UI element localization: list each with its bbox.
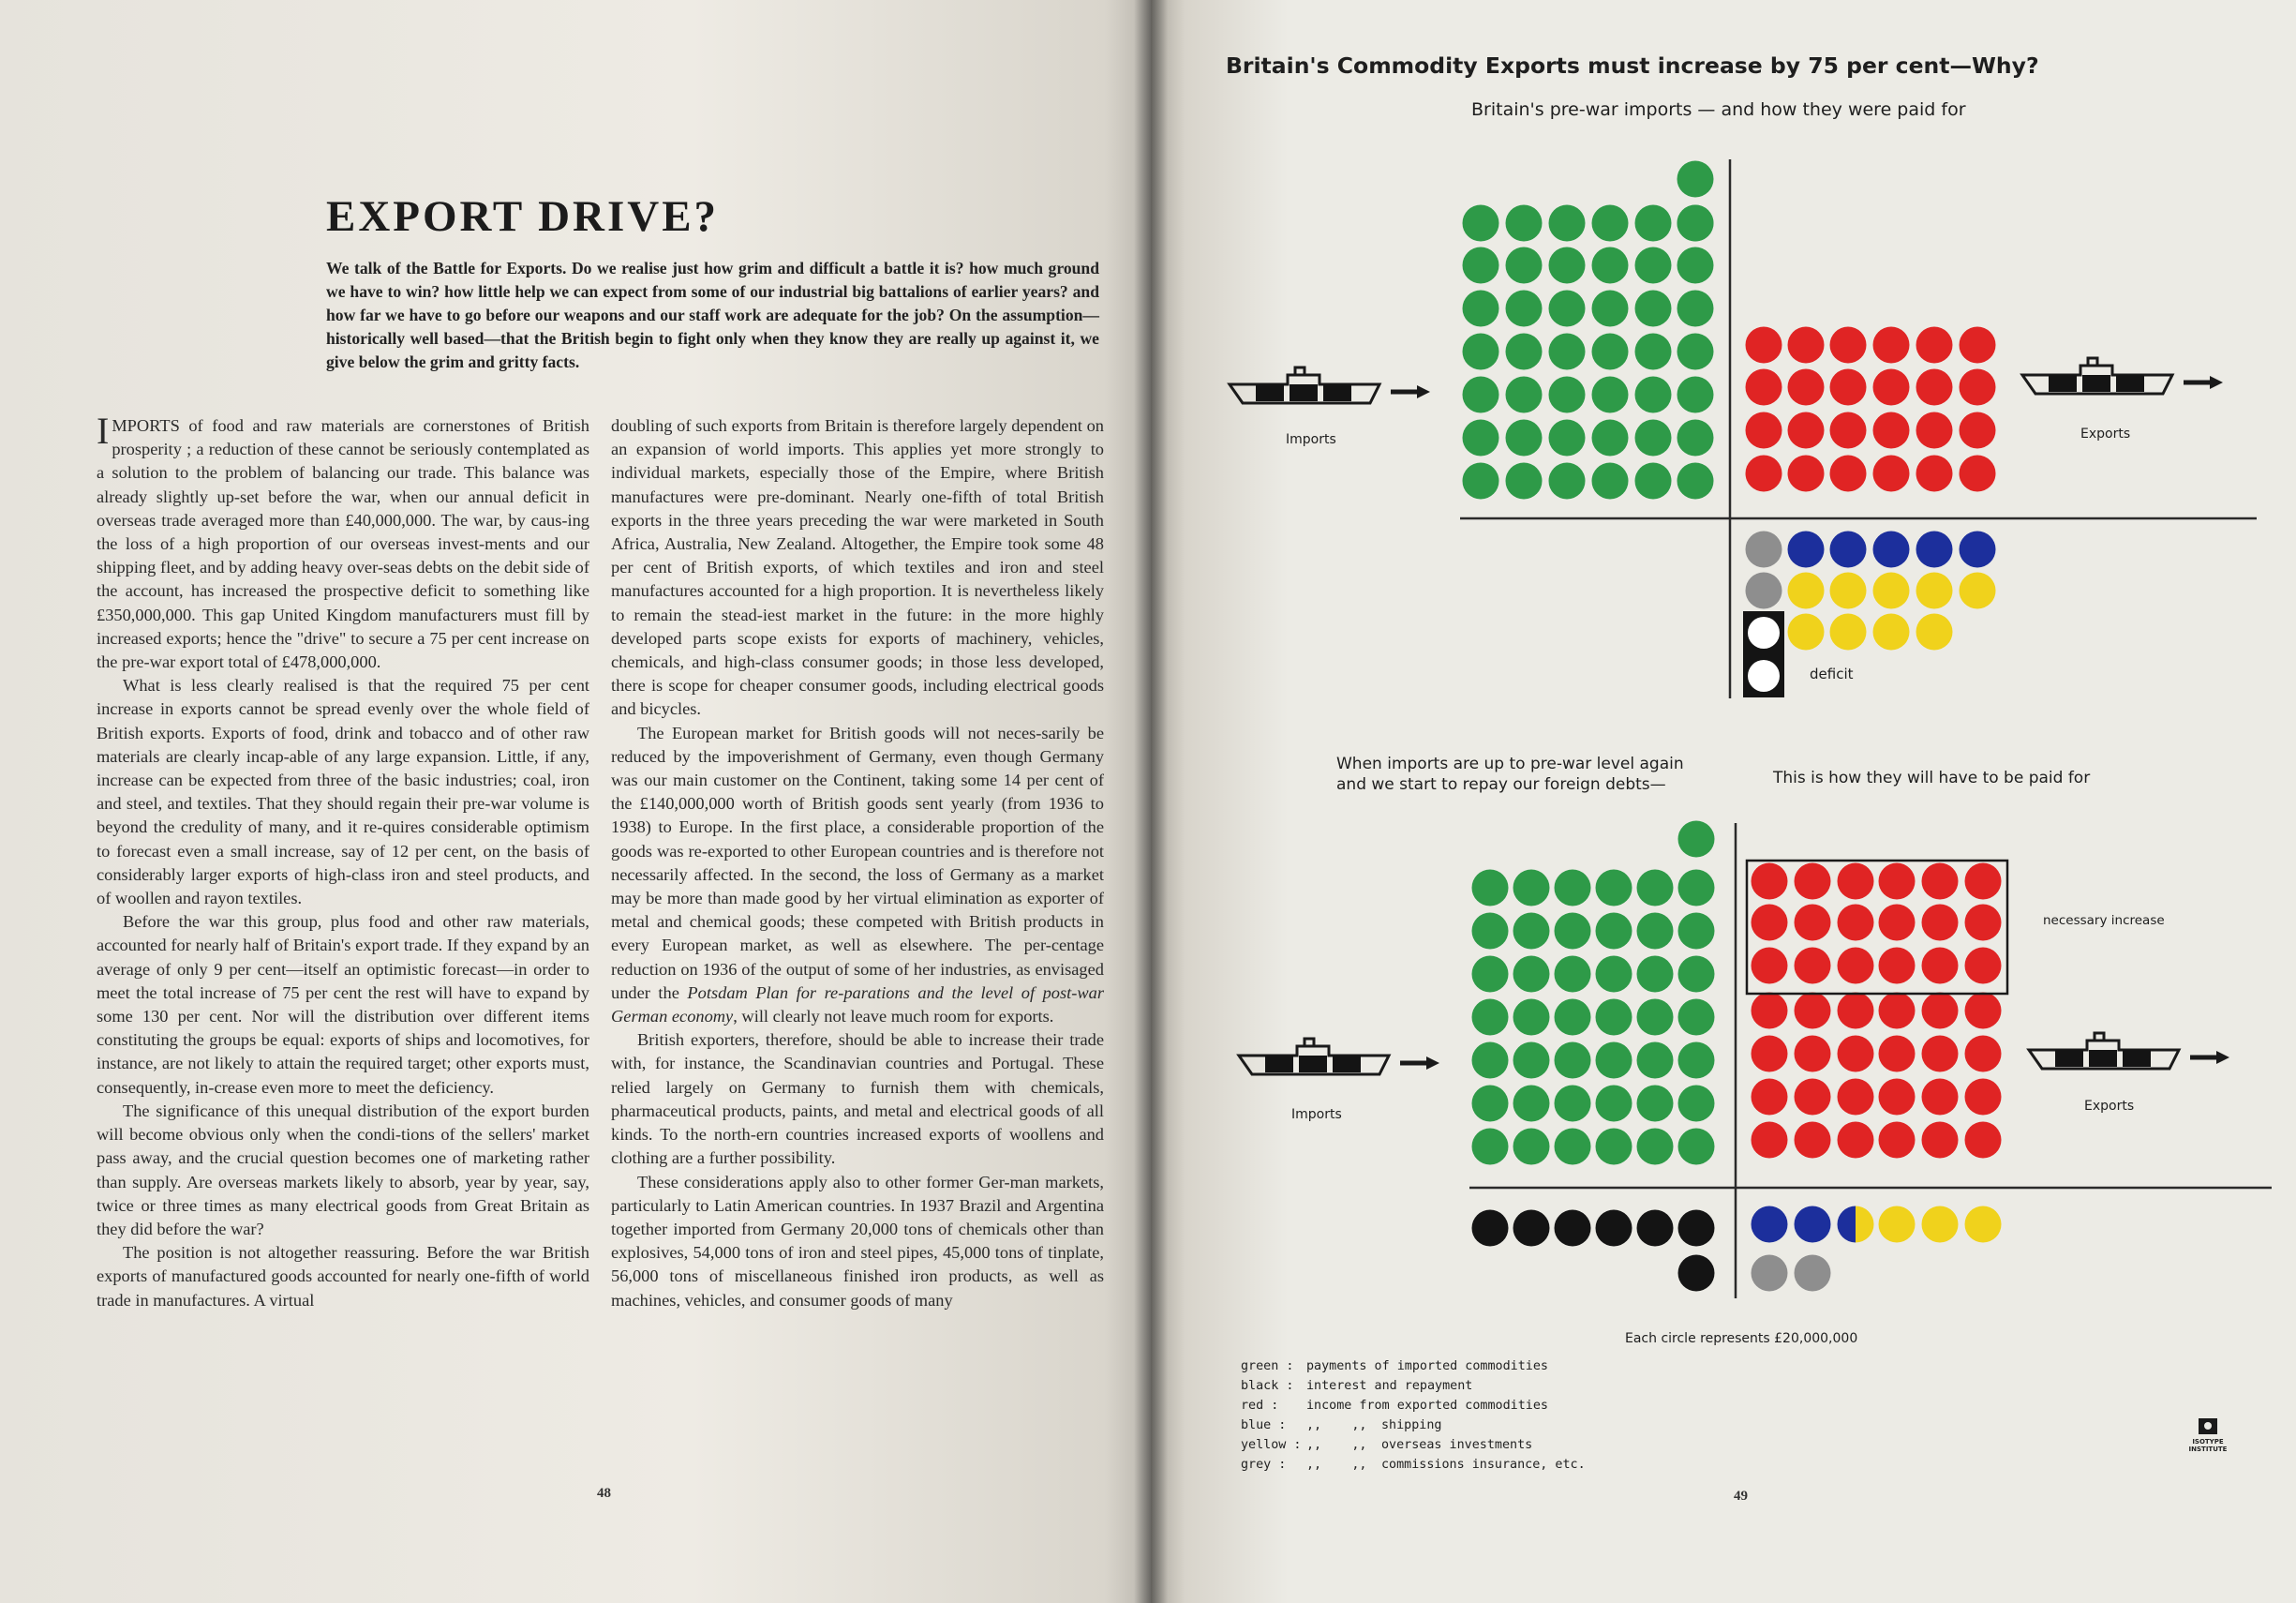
import-circle — [1592, 291, 1629, 327]
page-number: 49 — [1734, 1489, 1748, 1504]
paragraph: The European market for British goods will not neces-sarily be reduced by the impoverishment of Germany, even though Germany was our main customer on the Continent, taking some 14 per cent of the £140,000,000 worth of British goods sent yearly (from 1936 to 1938) to Europe. In the first place, a considerable proportion of the goods was re-exported to other European countries and is therefore not necessarily affected. In the second, the loss of Germany as a market may be more than made good by her virtual elimination as exporter of metal and chemical goods; these competed with British products in every European market, as well as elsewhere. The per-centage reduction on 1936 of the output of some of her industries, as envisaged under the Potsdam Plan for re-parations and the level of post-war German economy, will clearly not leave much room for exports. — [611, 723, 1104, 1026]
isotype-logo — [2182, 1416, 2234, 1453]
import-circle — [1472, 1042, 1509, 1079]
import-circle — [1472, 999, 1509, 1036]
book-gutter — [1134, 0, 1168, 1603]
import-circle — [1463, 377, 1499, 413]
export-circle — [1838, 993, 1874, 1029]
import-circle — [1472, 870, 1509, 906]
export-circle — [1746, 456, 1782, 492]
import-circle — [1463, 334, 1499, 370]
import-circle — [1635, 247, 1672, 284]
necessary-increase-label: necessary increase — [2043, 913, 2165, 928]
export-circle — [1916, 412, 1953, 449]
export-circle — [1788, 369, 1825, 406]
panel-1-exports-label: Exports — [2080, 427, 2131, 442]
debt-circle — [1555, 1210, 1591, 1247]
export-circle — [1752, 993, 1788, 1029]
import-circle — [1506, 334, 1543, 370]
import-circle — [1549, 247, 1586, 284]
legend — [1241, 1356, 1586, 1475]
export-circle — [1788, 456, 1825, 492]
export-circle — [1965, 1122, 2002, 1159]
legend-text: income from exported commodities — [1306, 1399, 1548, 1413]
debt-circle — [1513, 1210, 1550, 1247]
import-circle — [1637, 870, 1674, 906]
right-page — [1151, 0, 2296, 1603]
deficit-circle — [1748, 617, 1780, 649]
export-circle — [1830, 327, 1867, 364]
panel-2-exports-label: Exports — [2084, 1099, 2135, 1114]
export-circle — [1960, 369, 1996, 406]
page-number: 48 — [597, 1486, 611, 1501]
import-circle — [1506, 247, 1543, 284]
paragraph: Before the war this group, plus food and other raw materials, accounted for nearly half of Britain's export trade. If they expand by an average of only 9 per cent—itself an optimistic forecast—in order to meet the total increase of 75 per cent the rest will have to expand by some 130 per cent. Nor will the distribution over different items constituting the groups be equal: exports of ships and locomotives, for instance, are not likely to attain the required target; other exports must, consequently, in-crease even more to meet the deficiency. — [97, 912, 589, 1097]
article-title: EXPORT DRIVE? — [326, 192, 720, 241]
panel-2-imports-label: Imports — [1291, 1107, 1342, 1122]
export-circle — [1879, 1122, 1916, 1159]
shipping-half-circle — [1838, 1206, 1856, 1243]
import-circle — [1596, 999, 1633, 1036]
legend-entry — [1241, 1356, 1586, 1376]
import-circle — [1677, 377, 1714, 413]
import-circle — [1596, 870, 1633, 906]
shipping-circle — [1960, 532, 1996, 568]
legend-key: green : — [1241, 1359, 1294, 1373]
export-circle — [1965, 905, 2002, 941]
investment-circle — [1960, 573, 1996, 609]
import-circle — [1677, 334, 1714, 370]
legend-key: grey : — [1241, 1458, 1287, 1472]
article-intro: We talk of the Battle for Exports. Do we realise just how grim and difficult a battle it is? how much ground we have to win? how little help we can expect from some of our industrial big battalions of earlier years? and how far we have to go before our weapons and our staff work are adequate for the job? On the assumption—historically well based—that the British begin to fight only when they know they are really up against it, we give below the grim and gritty facts. — [326, 259, 1099, 371]
import-circle — [1677, 420, 1714, 457]
import-circle — [1549, 377, 1586, 413]
panel-2-imports-ship-icon — [1239, 1039, 1439, 1074]
import-circle — [1635, 463, 1672, 500]
investment-circle — [1873, 573, 1910, 609]
export-circle — [1838, 863, 1874, 900]
import-circle — [1678, 999, 1715, 1036]
panel-1-exports-ship-icon — [2022, 358, 2223, 394]
legend-text: commissions insurance, etc. — [1381, 1458, 1586, 1472]
paragraph: doubling of such exports from Britain is therefore largely dependent on an expansion of world imports. This applies yet more strongly to individual markets, especially those of the Empire, where British manufactures were pre-dominant. Nearly one-fifth of total British exports in the three years preceding the war were marketed in South Africa, Australia, New Zealand. Altogether, the Empire took some 48 per cent of British exports, of which textiles and iron and steel manufactures accounted for a high proportion. It is nevertheless likely to remain the stead-iest market in the future: in the more highly developed parts scope exists for exports of machinery, vehicles, chemicals, and high-class consumer goods; in those less developed, there is scope for cheaper consumer goods, including electrical goods and bicycles. — [611, 416, 1104, 719]
text-column-1 — [97, 410, 589, 1312]
drop-cap: I — [97, 410, 110, 452]
export-circle — [1752, 1036, 1788, 1072]
import-circle — [1637, 913, 1674, 950]
import-circle — [1555, 999, 1591, 1036]
paragraph: The position is not altogether reassuring. Before the war British exports of manufactured goods accounted for nearly one-fifth of world trade in manufactures. A virtual — [97, 1243, 589, 1310]
import-circle — [1678, 913, 1715, 950]
shipping-circle — [1830, 532, 1867, 568]
import-circle — [1472, 913, 1509, 950]
import-circle — [1635, 420, 1672, 457]
shipping-circle — [1752, 1206, 1788, 1243]
import-circle — [1555, 1086, 1591, 1122]
import-circle — [1513, 999, 1550, 1036]
export-circle — [1873, 412, 1910, 449]
export-circle — [1960, 412, 1996, 449]
import-circle — [1678, 1129, 1715, 1165]
debt-circle — [1678, 1255, 1715, 1292]
export-circle — [1922, 993, 1959, 1029]
panel-1-imports-ship-icon — [1230, 367, 1430, 403]
import-circle — [1677, 247, 1714, 284]
import-circle — [1677, 161, 1714, 198]
export-circle — [1965, 948, 2002, 984]
export-circle — [1922, 1036, 1959, 1072]
commission-circle — [1746, 532, 1782, 568]
export-circle — [1830, 456, 1867, 492]
export-circle — [1788, 327, 1825, 364]
import-circle — [1637, 1129, 1674, 1165]
legend-text: payments of imported commodities — [1306, 1359, 1548, 1373]
legend-entry — [1241, 1396, 1586, 1416]
import-circle — [1555, 1042, 1591, 1079]
import-circle — [1592, 334, 1629, 370]
panel-1-imports-label: Imports — [1286, 432, 1336, 447]
export-circle — [1752, 863, 1788, 900]
commission-circle — [1746, 573, 1782, 609]
commission-circle — [1795, 1255, 1831, 1292]
export-circle — [1795, 1079, 1831, 1116]
export-circle — [1879, 863, 1916, 900]
import-circle — [1463, 420, 1499, 457]
legend-entry — [1241, 1376, 1586, 1396]
debt-circle — [1596, 1210, 1633, 1247]
legend-entry — [1241, 1455, 1586, 1475]
import-circle — [1678, 1086, 1715, 1122]
unit-note: Each circle represents £20,000,000 — [1625, 1331, 1858, 1346]
export-circle — [1795, 948, 1831, 984]
legend-text: shipping — [1381, 1418, 1442, 1432]
export-circle — [1873, 369, 1910, 406]
paragraph: What is less clearly realised is that the required 75 per cent increase in exports cannot be spread evenly over the whole field of British exports. Exports of food, drink and tobacco and of other raw materials are clearly incap-able of any large expansion. Little, if any, increase can be expected from three of the basic industries; coal, iron and steel, and textiles. That they should regain their pre-war volume is beyond the credulity of many, and it re-quires considerable optimism to forecast even a small increase, say of 12 per cent, on the basis of considerably larger exports of high-class iron and steel products, and of woollen and rayon textiles. — [97, 676, 589, 908]
import-circle — [1463, 291, 1499, 327]
legend-ditto: ,, ,, — [1306, 1438, 1367, 1452]
deficit-label: deficit — [1810, 666, 1854, 682]
investment-circle — [1873, 614, 1910, 651]
import-circle — [1506, 291, 1543, 327]
text-column-2 — [611, 414, 1104, 1312]
import-circle — [1549, 205, 1586, 242]
legend-text: interest and repayment — [1306, 1379, 1473, 1393]
paragraph: These considerations apply also to other former Ger-man markets, particularly to Latin American countries. In 1937 Brazil and Argentina together imported from Germany 20,000 tons of chemicals other than explosives, 54,000 tons of iron and steel pipes, 45,000 tons of tinplate, 56,000 tons of miscellaneous finished iron products, as well as machines, vehicles, and consumer goods of many — [611, 1172, 1104, 1310]
export-circle — [1838, 1079, 1874, 1116]
export-circle — [1746, 369, 1782, 406]
import-circle — [1635, 291, 1672, 327]
export-circle — [1879, 993, 1916, 1029]
import-circle — [1678, 821, 1715, 858]
paragraph: The significance of this unequal distribution of the export burden will become obvious only when the condi-tions of the sellers' market pass away, and the crucial question becomes one of marketing rather than supply. Are overseas markets likely to absorb, year by year, say, twice or three times as many electrical goods from Great Britain as they did before the war? — [97, 1101, 589, 1238]
legend-key: red : — [1241, 1399, 1279, 1413]
import-circle — [1592, 205, 1629, 242]
export-circle — [1873, 456, 1910, 492]
export-circle — [1922, 863, 1959, 900]
export-circle — [1838, 1122, 1874, 1159]
legend-ditto: ,, ,, — [1306, 1458, 1367, 1472]
import-circle — [1506, 377, 1543, 413]
chart-title: Britain's Commodity Exports must increase by 75 per cent—Why? — [1226, 52, 2039, 79]
debt-circle — [1637, 1210, 1674, 1247]
import-circle — [1463, 463, 1499, 500]
export-circle — [1965, 863, 2002, 900]
export-circle — [1922, 1079, 1959, 1116]
export-circle — [1879, 1079, 1916, 1116]
shipping-circle — [1916, 532, 1953, 568]
import-circle — [1513, 870, 1550, 906]
import-circle — [1677, 291, 1714, 327]
export-circle — [1922, 948, 1959, 984]
deficit-circle — [1748, 660, 1780, 692]
commission-circle — [1752, 1255, 1788, 1292]
export-circle — [1788, 412, 1825, 449]
shipping-circle — [1873, 532, 1910, 568]
investment-circle — [1830, 573, 1867, 609]
import-circle — [1592, 377, 1629, 413]
export-circle — [1960, 327, 1996, 364]
export-circle — [1838, 905, 1874, 941]
legend-key: yellow : — [1241, 1438, 1302, 1452]
export-circle — [1922, 905, 1959, 941]
export-circle — [1965, 993, 2002, 1029]
import-circle — [1513, 956, 1550, 993]
investment-circle — [1922, 1206, 1959, 1243]
import-circle — [1596, 1042, 1633, 1079]
import-circle — [1549, 420, 1586, 457]
import-circle — [1596, 913, 1633, 950]
investment-circle — [1788, 614, 1825, 651]
export-circle — [1746, 412, 1782, 449]
import-circle — [1592, 420, 1629, 457]
export-circle — [1879, 905, 1916, 941]
investment-circle — [1965, 1206, 2002, 1243]
import-circle — [1555, 913, 1591, 950]
export-circle — [1752, 1079, 1788, 1116]
import-circle — [1513, 913, 1550, 950]
import-circle — [1463, 205, 1499, 242]
shipping-circle — [1795, 1206, 1831, 1243]
export-circle — [1838, 948, 1874, 984]
export-circle — [1916, 327, 1953, 364]
export-circle — [1830, 412, 1867, 449]
debt-circle — [1678, 1210, 1715, 1247]
legend-entry — [1241, 1416, 1586, 1435]
import-circle — [1677, 205, 1714, 242]
export-circle — [1752, 905, 1788, 941]
import-circle — [1635, 334, 1672, 370]
isotype-logo-text: ISOTYPE INSTITUTE — [2188, 1438, 2228, 1453]
import-circle — [1513, 1086, 1550, 1122]
export-circle — [1830, 369, 1867, 406]
import-circle — [1637, 1042, 1674, 1079]
paragraph: IMPORTS of food and raw materials are cornerstones of British prosperity ; a reduction of these cannot be seriously contemplated as a solution to the problem of balancing our trade. This balance was already slightly up-set before the war, when our annual deficit in overseas trade averaged more than £40,000,000. The war, by caus-ing the loss of a high proportion of our overseas invest-ments and our shipping fleet, and by adding heavy over-seas debts on the debit side of the account, has increased the prospective deficit to something like £350,000,000. This gap United Kingdom manufacturers must fill by increased exports; hence the "drive" to secure a 75 per cent increase on the pre-war export total of £478,000,000. — [97, 410, 589, 672]
import-circle — [1513, 1042, 1550, 1079]
import-circle — [1596, 956, 1633, 993]
legend-ditto: ,, ,, — [1306, 1418, 1367, 1432]
import-circle — [1549, 334, 1586, 370]
panel-2-subtitle-right: This is how they will have to be paid for — [1773, 769, 2091, 787]
export-circle — [1795, 863, 1831, 900]
export-circle — [1873, 327, 1910, 364]
legend-key: blue : — [1241, 1418, 1287, 1432]
export-circle — [1879, 1036, 1916, 1072]
import-circle — [1506, 463, 1543, 500]
legend-text: overseas investments — [1381, 1438, 1533, 1452]
import-circle — [1596, 1086, 1633, 1122]
import-circle — [1472, 1129, 1509, 1165]
export-circle — [1752, 948, 1788, 984]
export-circle — [1922, 1122, 1959, 1159]
isotype-logo-icon — [2197, 1416, 2219, 1436]
import-circle — [1596, 1129, 1633, 1165]
import-circle — [1637, 999, 1674, 1036]
import-circle — [1555, 870, 1591, 906]
legend-entry — [1241, 1435, 1586, 1455]
import-circle — [1506, 420, 1543, 457]
export-circle — [1960, 456, 1996, 492]
export-circle — [1795, 905, 1831, 941]
export-circle — [1965, 1079, 2002, 1116]
import-circle — [1678, 870, 1715, 906]
export-circle — [1795, 1122, 1831, 1159]
import-circle — [1555, 956, 1591, 993]
import-circle — [1678, 1042, 1715, 1079]
investment-circle — [1788, 573, 1825, 609]
debt-circle — [1472, 1210, 1509, 1247]
import-circle — [1463, 247, 1499, 284]
panel-2-exports-ship-icon — [2029, 1033, 2229, 1069]
export-circle — [1916, 456, 1953, 492]
export-circle — [1965, 1036, 2002, 1072]
import-circle — [1506, 205, 1543, 242]
import-circle — [1635, 205, 1672, 242]
import-circle — [1592, 247, 1629, 284]
panel-2-subtitle-left: When imports are up to pre-war level again and we start to repay our foreign debts— — [1336, 755, 1684, 794]
import-circle — [1637, 1086, 1674, 1122]
import-circle — [1472, 1086, 1509, 1122]
import-circle — [1635, 377, 1672, 413]
import-circle — [1549, 291, 1586, 327]
import-circle — [1513, 1129, 1550, 1165]
export-circle — [1795, 1036, 1831, 1072]
export-circle — [1838, 1036, 1874, 1072]
import-circle — [1555, 1129, 1591, 1165]
shipping-circle — [1788, 532, 1825, 568]
legend-key: black : — [1241, 1379, 1294, 1393]
investment-circle — [1879, 1206, 1916, 1243]
investment-half-circle — [1856, 1206, 1874, 1243]
panel-1-subtitle: Britain's pre-war imports — and how they were paid for — [1471, 99, 1966, 120]
export-circle — [1879, 948, 1916, 984]
import-circle — [1592, 463, 1629, 500]
import-circle — [1678, 956, 1715, 993]
investment-circle — [1916, 573, 1953, 609]
import-circle — [1472, 956, 1509, 993]
paragraph: British exporters, therefore, should be able to increase their trade with, for instance, the Scandinavian countries and Portugal. These relied largely on Germany to furnish them with chemicals, pharmaceutical products, paints, and metal and electrical goods of all kinds. To the north-ern countries increased exports of woollens and clothing are a further possibility. — [611, 1030, 1104, 1168]
export-circle — [1916, 369, 1953, 406]
import-circle — [1637, 956, 1674, 993]
investment-circle — [1916, 614, 1953, 651]
export-circle — [1795, 993, 1831, 1029]
import-circle — [1549, 463, 1586, 500]
import-circle — [1677, 463, 1714, 500]
export-circle — [1752, 1122, 1788, 1159]
investment-circle — [1830, 614, 1867, 651]
export-circle — [1746, 327, 1782, 364]
